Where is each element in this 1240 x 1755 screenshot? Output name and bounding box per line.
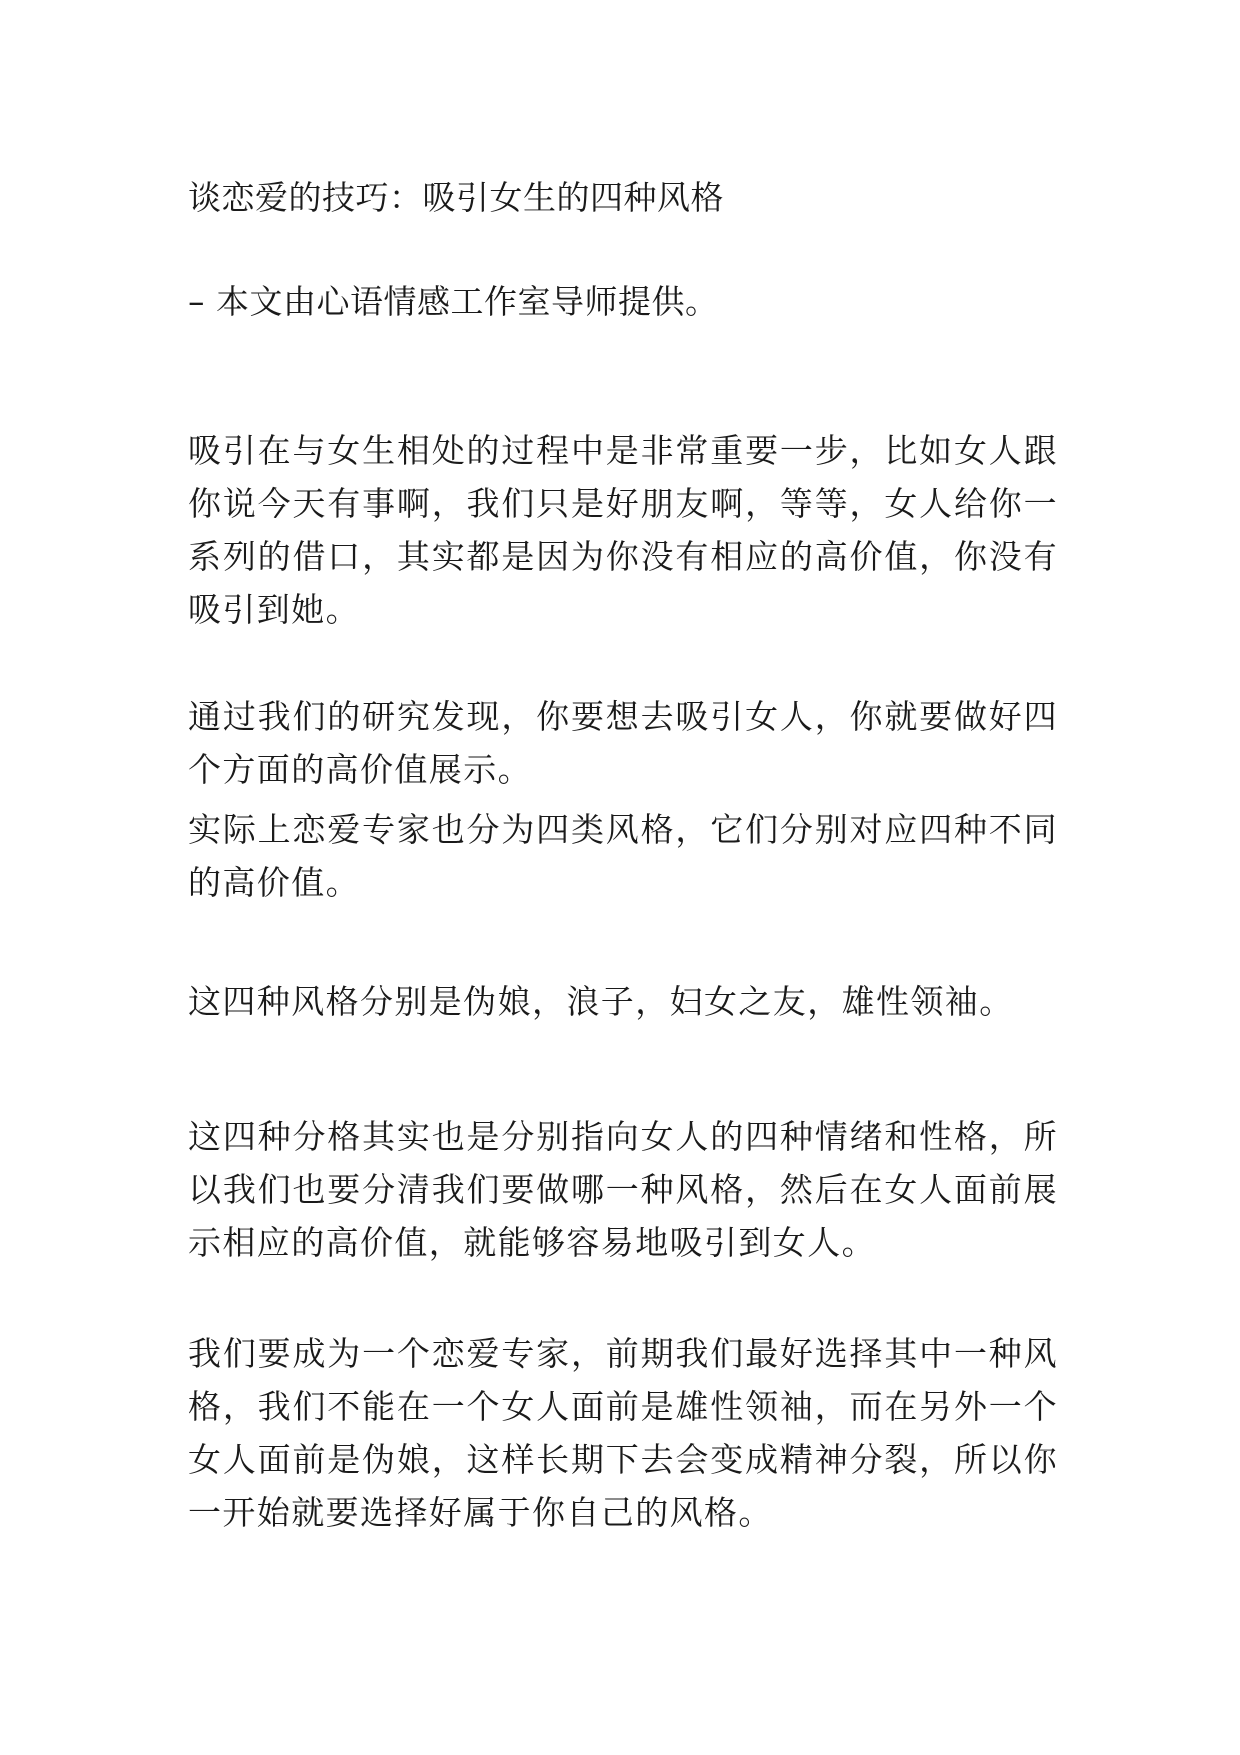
- paragraph-4: 这四种风格分别是伪娘，浪子，妇女之友，雄性领袖。: [188, 982, 1014, 1021]
- paragraph-6: 我们要成为一个恋爱专家，前期我们最好选择其中一种风格，我们不能在一个女人面前是雄性领袖，而在另外一个女人面前是伪娘，这样长期下去会变成精神分裂，所以你一开始就要选择好属于你自己的风格。: [188, 1334, 1058, 1532]
- document-title: 谈恋爱的技巧：吸引女生的四种风格: [188, 178, 724, 217]
- paragraph-3: 实际上恋爱专家也分为四类风格，它们分别对应四种不同的高价值。: [188, 810, 1058, 902]
- paragraph-5: 这四种分格其实也是分别指向女人的四种情绪和性格，所以我们也要分清我们要做哪一种风格，然后在女人面前展示相应的高价值，就能够容易地吸引到女人。: [188, 1117, 1058, 1262]
- paragraph-2: 通过我们的研究发现，你要想去吸引女人，你就要做好四个方面的高价值展示。: [188, 697, 1058, 789]
- paragraph-1: 吸引在与女生相处的过程中是非常重要一步，比如女人跟你说今天有事啊，我们只是好朋友啊，等等，女人给你一系列的借口，其实都是因为你没有相应的高价值，你没有吸引到她。: [188, 431, 1058, 629]
- document-subtitle: – 本文由心语情感工作室导师提供。: [188, 282, 719, 321]
